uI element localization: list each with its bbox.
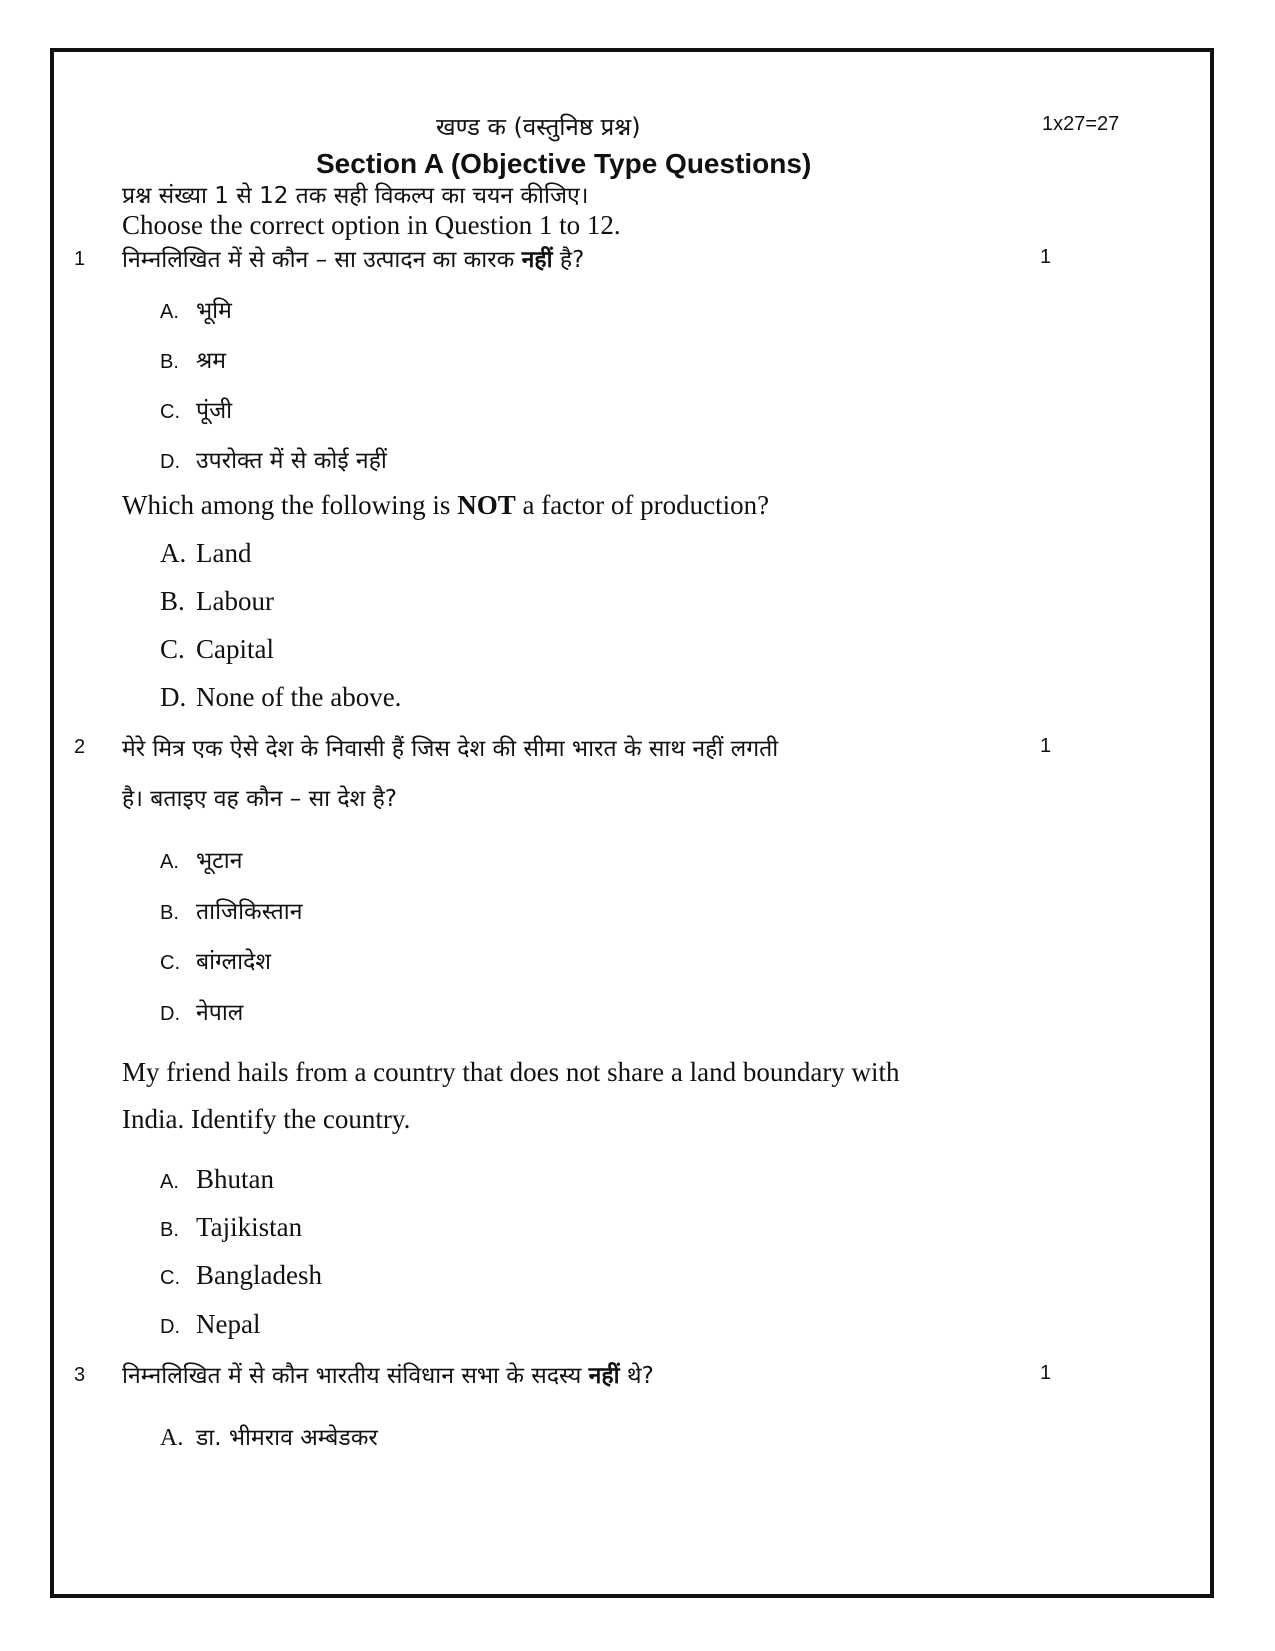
q2-option-en-b <box>160 1212 302 1243</box>
q1-option-hi-b <box>160 343 226 375</box>
option-text: ताजिकिस्तान <box>196 899 303 925</box>
question-1-english-pre: Which among the following is <box>122 490 458 520</box>
q2-option-en-a <box>160 1164 274 1195</box>
section-title-hindi: खण्ड क (वस्तुनिष्ठ प्रश्न) <box>436 113 641 141</box>
option-text: None of the above. <box>196 682 402 712</box>
option-text: Bhutan <box>196 1164 274 1194</box>
instruction-english: Choose the correct option in Question 1 to 12. <box>122 210 621 240</box>
question-1-hindi-bold: नहीं <box>521 247 553 273</box>
q3-option-hi-a <box>160 1420 378 1452</box>
option-letter: A. <box>160 538 187 568</box>
question-1-marks: 1 <box>1040 246 1052 268</box>
q1-option-hi-a <box>160 293 232 325</box>
q2-option-en-c <box>160 1260 322 1291</box>
question-1-hindi <box>122 242 584 274</box>
question-3-hindi-pre: निम्नलिखित में से कौन भारतीय संविधान सभा के सदस्य <box>122 1363 589 1389</box>
option-text: भूमि <box>196 298 232 324</box>
option-letter: C. <box>160 401 180 423</box>
option-letter: B. <box>160 586 185 616</box>
section-marks: 1x27=27 <box>1042 113 1120 135</box>
option-text: डा. भीमराव अम्बेडकर <box>196 1425 378 1451</box>
option-text: उपरोक्त में से कोई नहीं <box>196 448 387 474</box>
q1-option-hi-d <box>160 443 387 475</box>
option-letter: B. <box>160 351 179 373</box>
question-number-1: 1 <box>74 248 86 270</box>
option-text: पूंजी <box>196 398 233 424</box>
question-1-english-bold: NOT <box>457 490 516 520</box>
option-letter: D. <box>160 682 187 712</box>
question-2-english-line1: My friend hails from a country that does not share a land boundary with <box>122 1057 900 1087</box>
option-letter: D. <box>160 1003 180 1025</box>
question-1-hindi-post: है? <box>552 247 585 273</box>
option-letter: A. <box>160 1425 184 1451</box>
question-3-hindi-post: थे? <box>619 1363 654 1389</box>
q2-option-hi-c <box>160 944 271 976</box>
q2-option-hi-a <box>160 843 242 875</box>
option-text: भूटान <box>196 848 243 874</box>
option-text: श्रम <box>196 348 227 374</box>
question-1-english-post: a factor of production? <box>515 490 770 520</box>
option-text: बांग्लादेश <box>196 949 271 975</box>
option-letter: A. <box>160 1171 179 1193</box>
q1-option-en-b <box>160 586 274 617</box>
question-number-3: 3 <box>74 1364 86 1386</box>
option-letter: A. <box>160 301 179 323</box>
option-letter: C. <box>160 634 185 664</box>
option-letter: D. <box>160 451 180 473</box>
question-number-2: 2 <box>74 736 86 758</box>
question-2-english-line2: India. Identify the country. <box>122 1104 411 1134</box>
option-letter: D. <box>160 1316 180 1338</box>
q2-option-hi-d <box>160 995 243 1027</box>
q2-option-hi-b <box>160 894 303 926</box>
question-3-hindi-bold: नहीं <box>588 1363 620 1389</box>
option-letter: B. <box>160 902 179 924</box>
question-2-hindi-line2: है। बताइए वह कौन – सा देश है? <box>122 786 397 812</box>
question-1-english <box>122 490 769 521</box>
question-1-hindi-pre: निम्नलिखित में से कौन – सा उत्पादन का कारक <box>122 247 522 273</box>
question-3-hindi <box>122 1358 654 1390</box>
option-text: Nepal <box>196 1309 261 1339</box>
option-text: Land <box>196 538 252 568</box>
q1-option-en-a <box>160 538 251 569</box>
q1-option-hi-c <box>160 393 232 425</box>
option-letter: C. <box>160 1267 180 1289</box>
instruction-hindi: प्रश्न संख्या 1 से 12 तक सही विकल्प का चयन कीजिए। <box>122 183 589 209</box>
question-2-hindi-line1: मेरे मित्र एक ऐसे देश के निवासी हैं जिस देश की सीमा भारत के साथ नहीं लगती <box>122 736 779 762</box>
option-letter: A. <box>160 851 179 873</box>
option-text: Bangladesh <box>196 1260 322 1290</box>
option-text: नेपाल <box>196 1000 244 1026</box>
question-3-marks: 1 <box>1040 1362 1052 1384</box>
option-text: Labour <box>196 586 274 616</box>
option-text: Tajikistan <box>196 1212 303 1242</box>
question-2-marks: 1 <box>1040 735 1052 757</box>
option-text: Capital <box>196 634 274 664</box>
option-letter: B. <box>160 1219 179 1241</box>
option-letter: C. <box>160 952 180 974</box>
section-title-english: Section A (Objective Type Questions) <box>316 148 812 179</box>
q2-option-en-d <box>160 1309 260 1340</box>
q1-option-en-d <box>160 682 401 713</box>
q1-option-en-c <box>160 634 274 665</box>
